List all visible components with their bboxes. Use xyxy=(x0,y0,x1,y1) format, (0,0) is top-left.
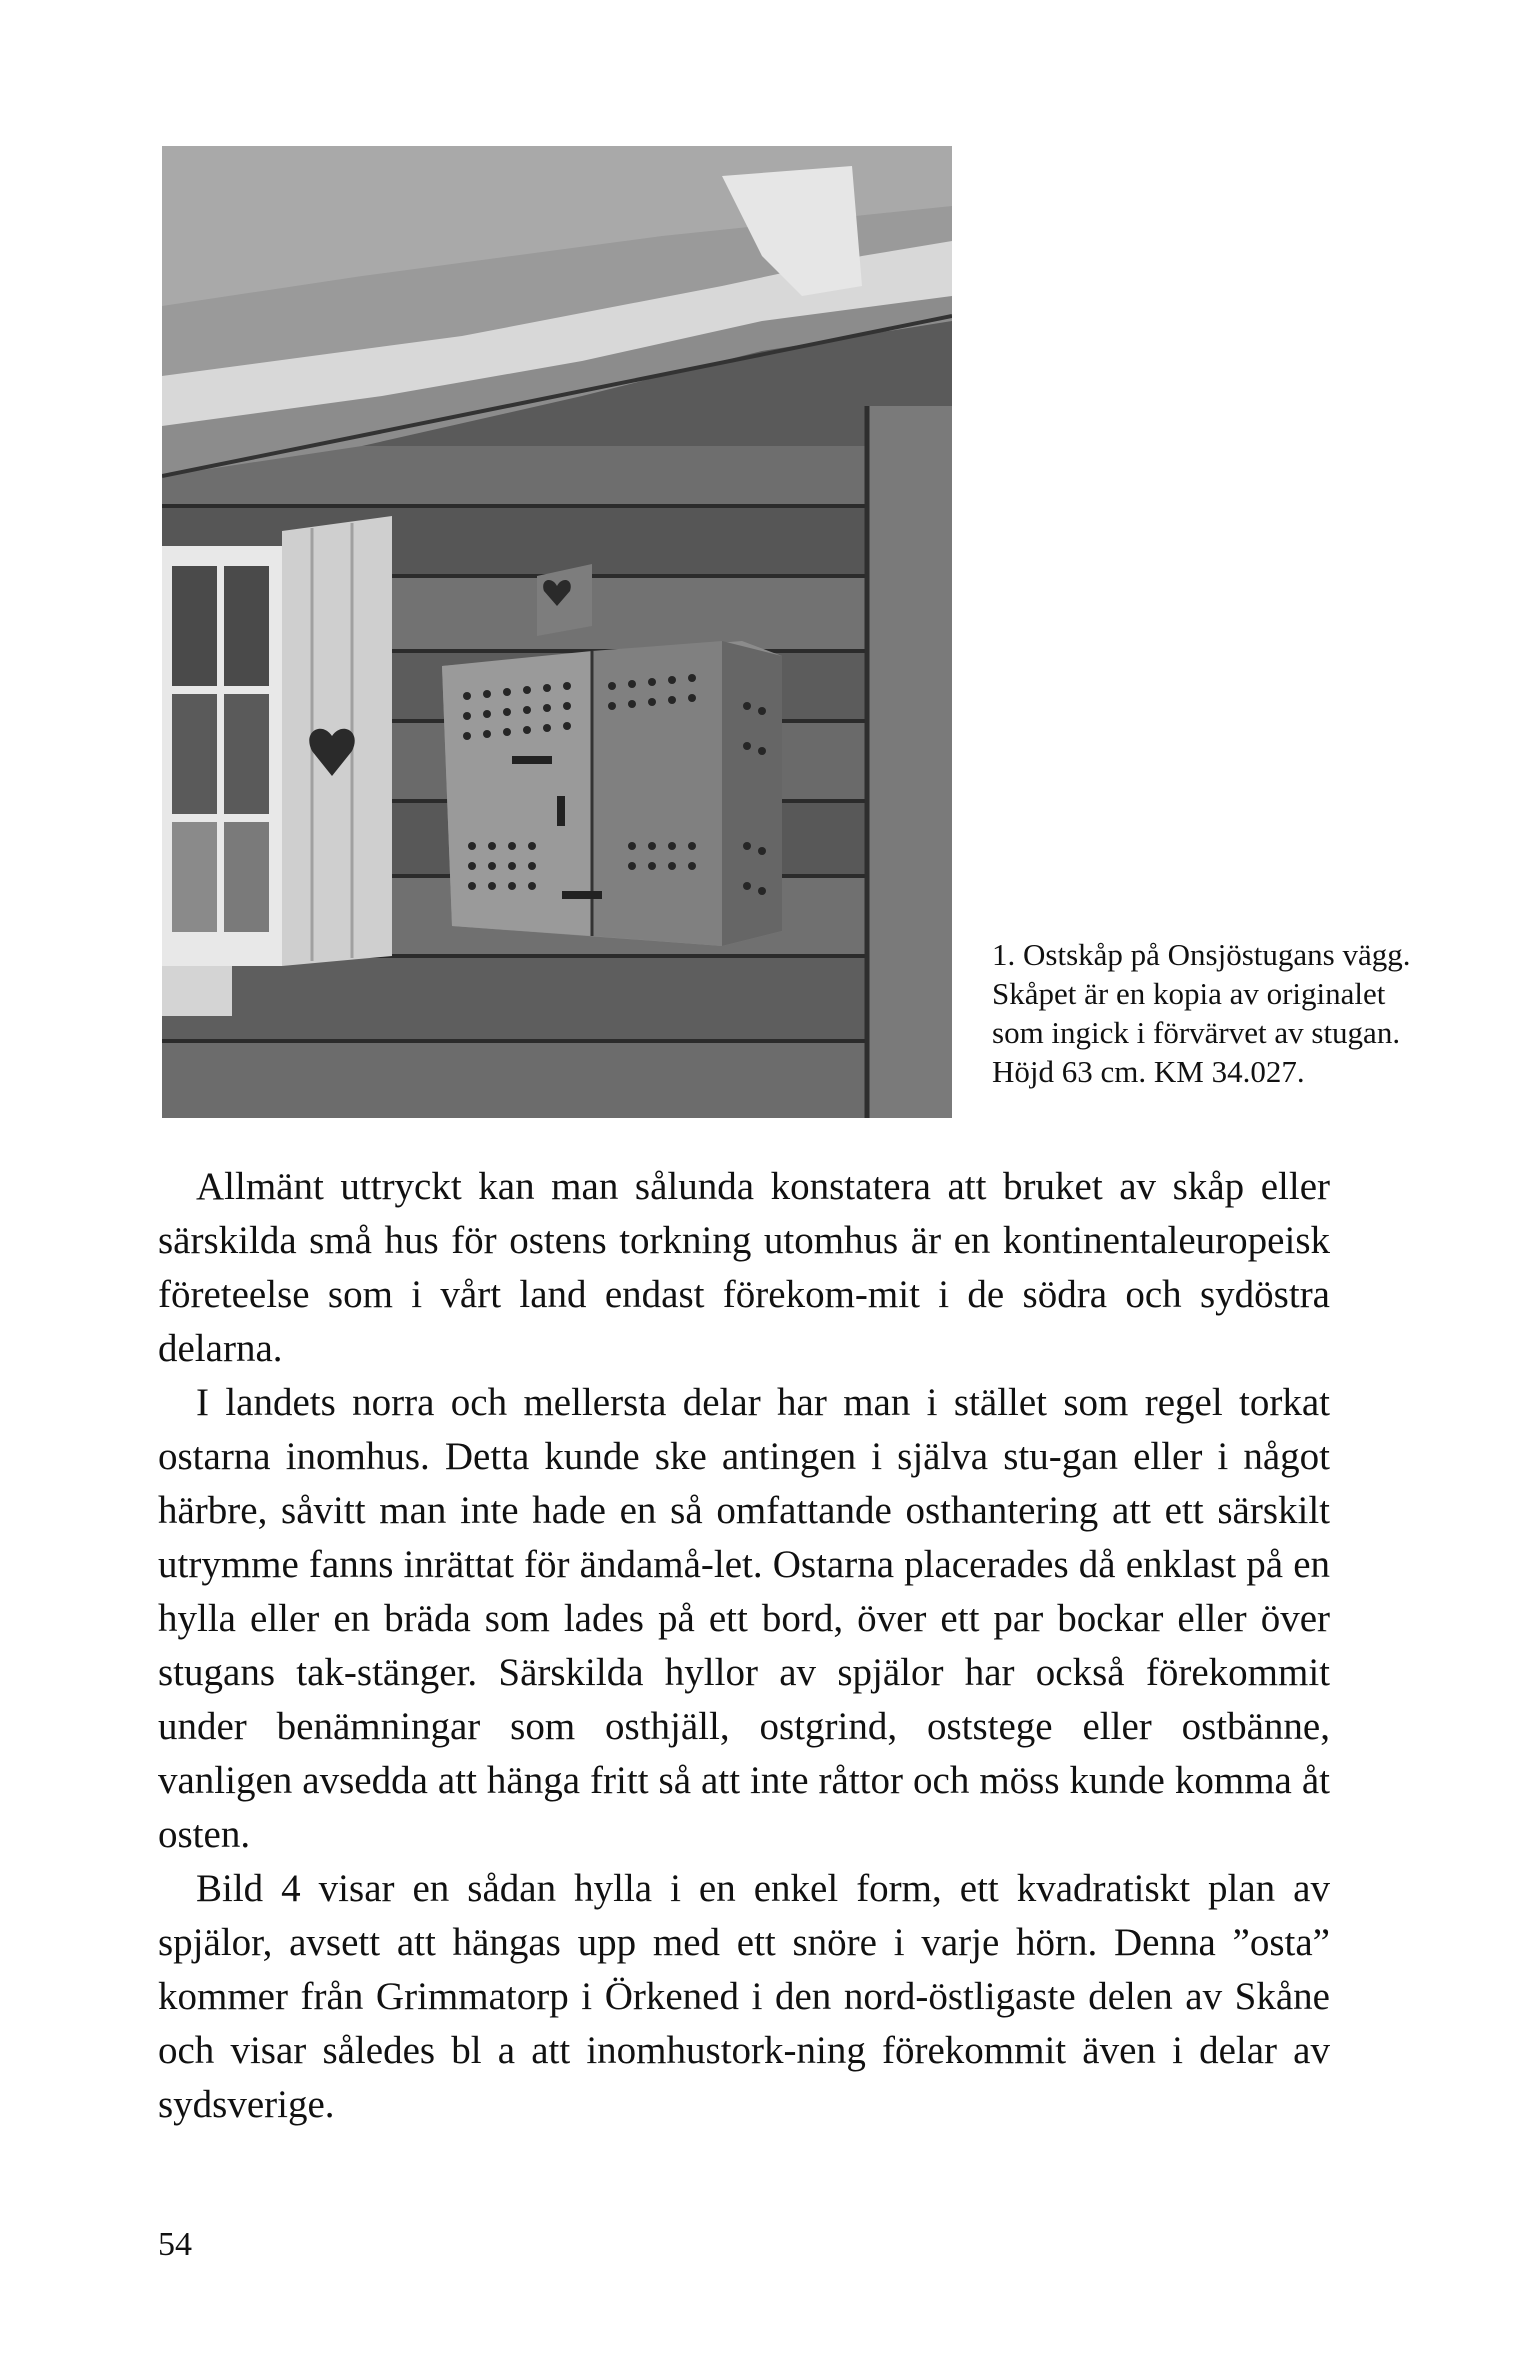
window xyxy=(162,546,282,1016)
caption-line: Skåpet är en kopia av originalet xyxy=(992,976,1386,1011)
caption-line: 1. Ostskåp på Onsjöstugans vägg. xyxy=(992,937,1411,972)
paragraph: Allmänt uttryckt kan man sålunda konstatera att bruket av skåp eller särskilda små hus för ostens torkning utomhus är en kontinentaleuropeisk företeelse som i vårt land endast förekom-mit i de södra och sydöstra delarna. xyxy=(158,1165,1330,1370)
caption-line: som ingick i förvärvet av stugan. xyxy=(992,1015,1401,1050)
window-shutter xyxy=(282,516,392,966)
body-text xyxy=(158,1160,1330,2132)
cheese-cabinet-photo xyxy=(162,146,952,1118)
figure-caption xyxy=(992,935,1502,1091)
caption-line: Höjd 63 cm. KM 34.027. xyxy=(992,1054,1305,1089)
page-number: 54 xyxy=(158,2226,192,2263)
paragraph: Bild 4 visar en sådan hylla i en enkel form, ett kvadratiskt plan av spjälor, avsett att hängas upp med ett snöre i varje hörn. Denna ”osta” kommer från Grimmatorp i Örkened i den nord-östligaste delen av Skåne och visar således bl a att inomhustork-ning förekommit även i delar av sydsverige. xyxy=(158,1867,1330,2126)
paragraph: I landets norra och mellersta delar har man i stället som regel torkat ostarna inomhus. Detta kunde ske antingen i själva stu-gan eller i något härbre, såvitt man inte hade en så omfattande osthantering att ett särskilt utrymme fanns inrättat för ändamå-let. Ostarna placerades då enklast på en hylla eller en bräda som lades på ett bord, över ett par bockar eller över stugans tak-stänger. Särskilda hyllor av spjälor har också förekommit under benämningar som osthjäll, ostgrind, oststege eller ostbänne, vanligen avsedda att hänga fritt så att inte råttor och möss kunde komma åt osten. xyxy=(158,1381,1330,1856)
